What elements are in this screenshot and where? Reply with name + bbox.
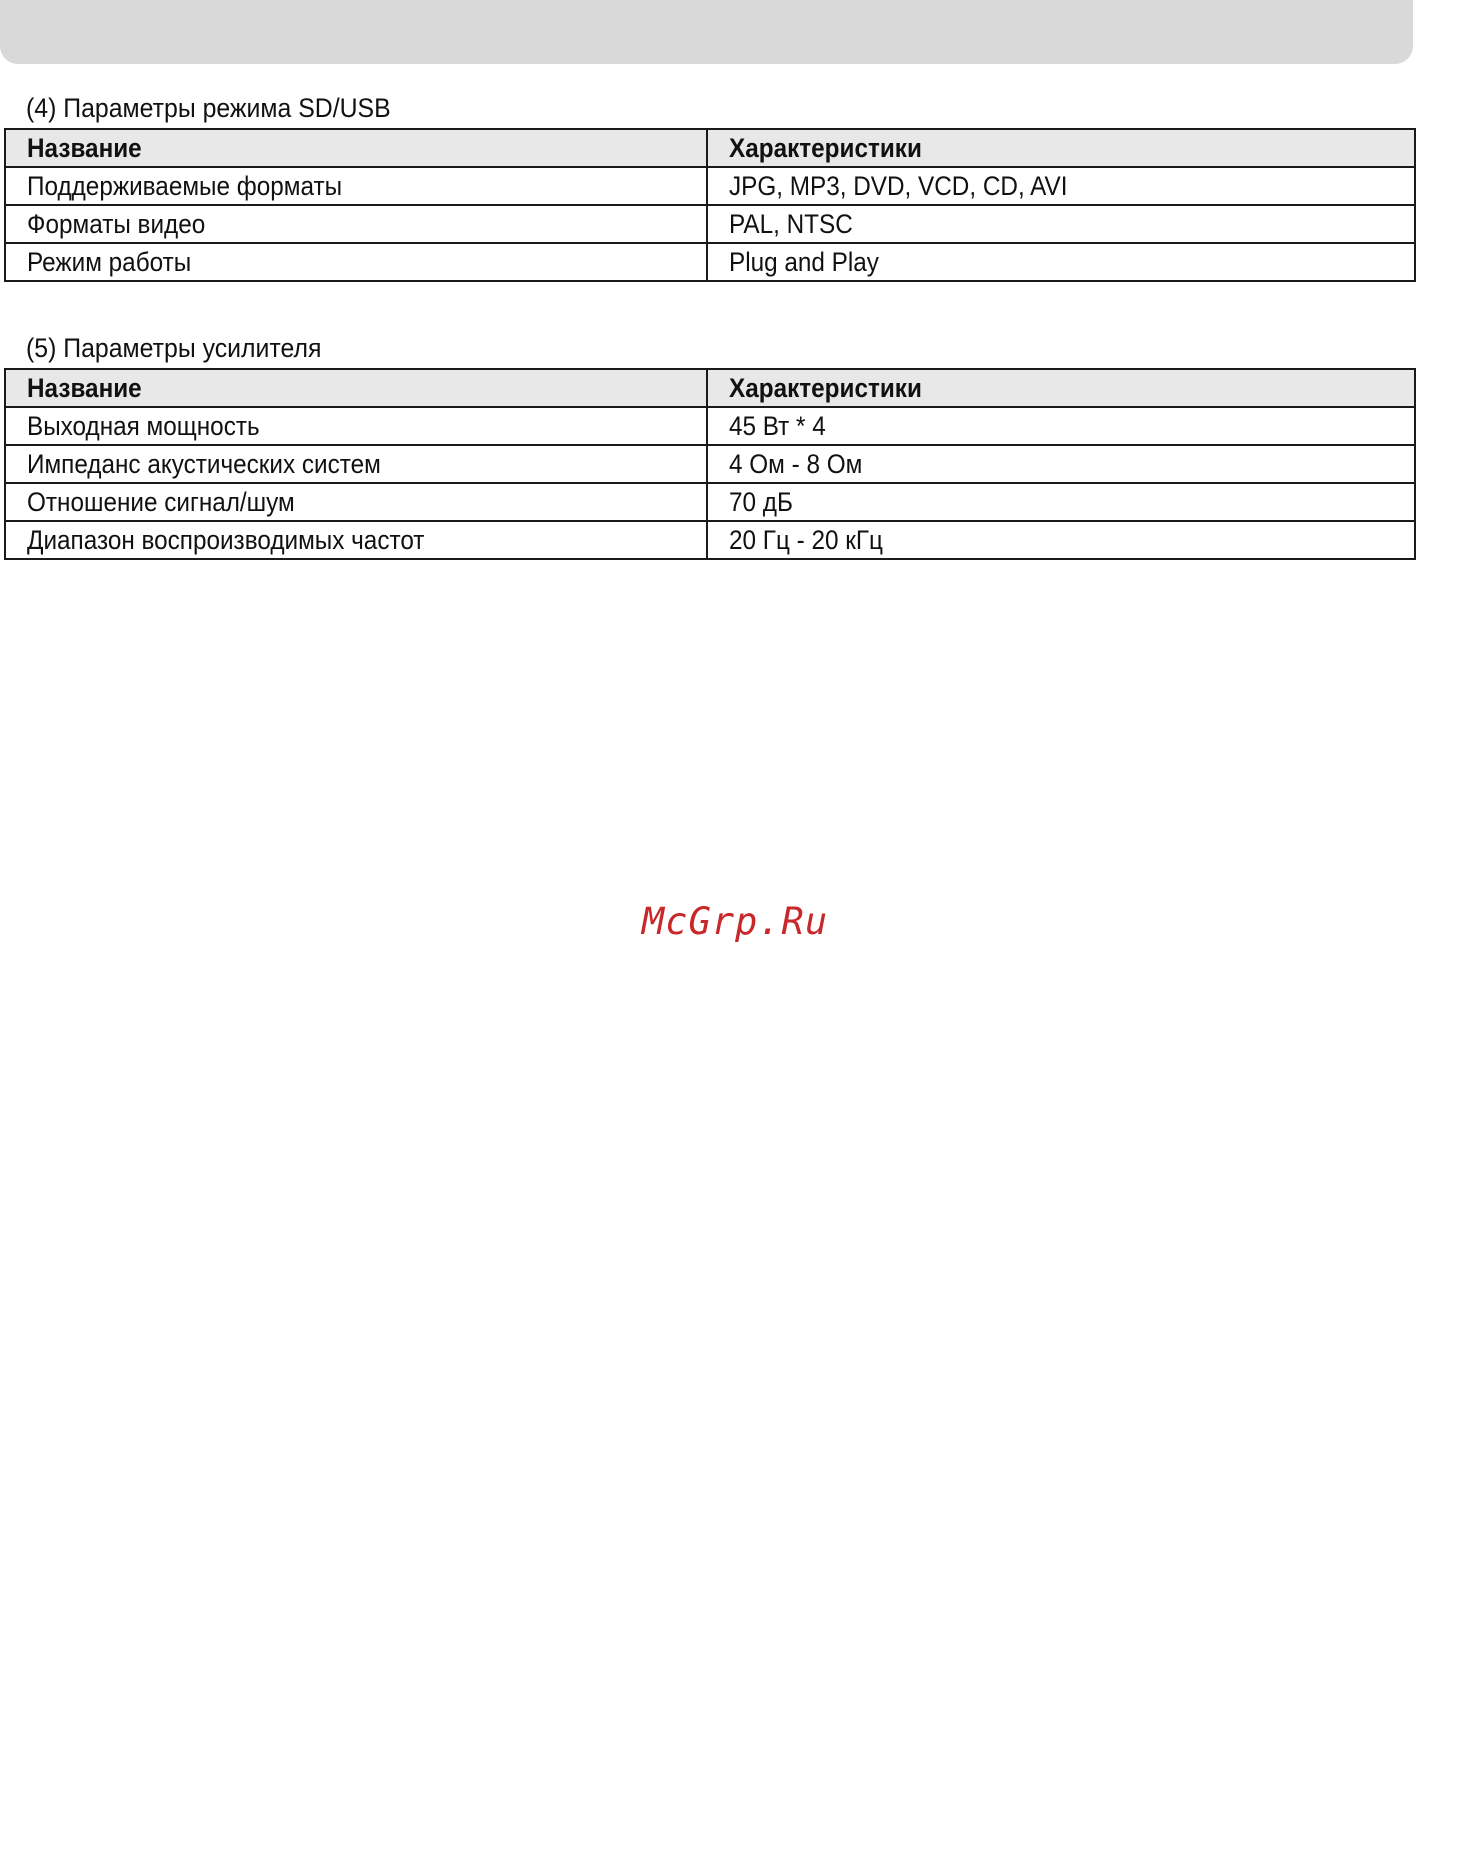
column-header-name: Название — [5, 129, 707, 167]
param-name-cell: Режим работы — [5, 243, 707, 281]
param-name-cell: Выходная мощность — [5, 407, 707, 445]
param-name-cell: Импеданс акустических систем — [5, 445, 707, 483]
table-row — [5, 407, 1415, 445]
table-row — [5, 445, 1415, 483]
param-name-cell: Диапазон воспроизводимых частот — [5, 521, 707, 559]
param-value-cell: 45 Вт * 4 — [707, 407, 1415, 445]
column-header-specs: Характеристики — [707, 369, 1415, 407]
table-row — [5, 205, 1415, 243]
amplifier-section — [4, 328, 1414, 560]
watermark: McGrp.Ru — [641, 900, 829, 943]
sd-usb-section — [4, 88, 1414, 282]
param-value-cell: 70 дБ — [707, 483, 1415, 521]
table-row — [5, 521, 1415, 559]
param-name-cell: Форматы видео — [5, 205, 707, 243]
section-title: (5) Параметры усилителя — [26, 333, 322, 363]
column-header-specs: Характеристики — [707, 129, 1415, 167]
param-value-cell: JPG, MP3, DVD, VCD, CD, AVI — [707, 167, 1415, 205]
param-name-cell: Отношение сигнал/шум — [5, 483, 707, 521]
amplifier-table — [4, 368, 1416, 560]
table-row — [5, 167, 1415, 205]
sd-usb-table — [4, 128, 1416, 282]
column-header-name: Название — [5, 369, 707, 407]
section-title: (4) Параметры режима SD/USB — [26, 93, 391, 123]
table-header-row — [5, 129, 1415, 167]
param-value-cell: 20 Гц - 20 кГц — [707, 521, 1415, 559]
table-row — [5, 243, 1415, 281]
param-value-cell: Plug and Play — [707, 243, 1415, 281]
header-bar — [0, 0, 1413, 64]
param-value-cell: 4 Ом - 8 Ом — [707, 445, 1415, 483]
table-header-row — [5, 369, 1415, 407]
table-row — [5, 483, 1415, 521]
param-name-cell: Поддерживаемые форматы — [5, 167, 707, 205]
param-value-cell: PAL, NTSC — [707, 205, 1415, 243]
